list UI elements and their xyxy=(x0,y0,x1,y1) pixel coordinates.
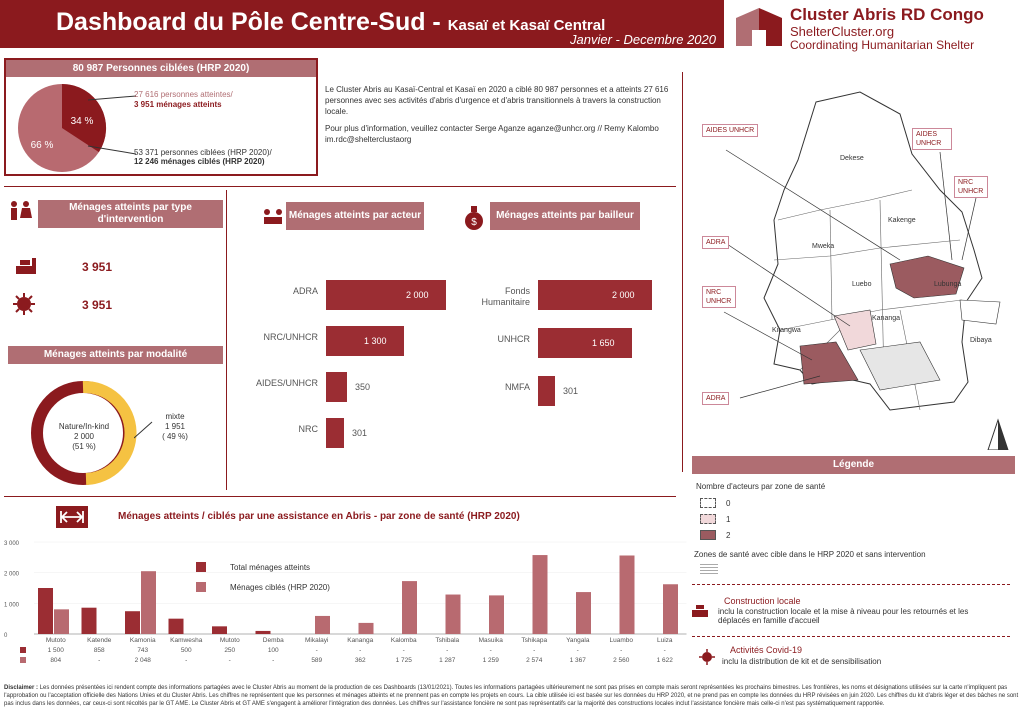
y-tick: 1 000 xyxy=(4,602,20,609)
targeted-value-cell: - xyxy=(272,657,275,664)
donor-header: Ménages atteints par bailleur xyxy=(490,202,640,230)
legend-c2: 2 xyxy=(726,531,731,540)
legend-construction-desc: inclu la construction locale et la mise à niveau pour les retournés et les déplacés en famille d'accueil xyxy=(718,607,969,625)
reached-line2: 3 951 ménages atteints xyxy=(134,100,222,109)
donor-bar xyxy=(538,376,555,406)
bar-reached xyxy=(82,608,97,634)
x-tick-label: Mutoto xyxy=(45,637,66,644)
targeted-value-cell: 1 287 xyxy=(439,657,456,664)
actor-value: 350 xyxy=(355,382,371,392)
pct-reached: 34 % xyxy=(70,116,94,127)
mixte-pct: ( 49 %) xyxy=(162,432,188,441)
reached-value-cell: 858 xyxy=(93,647,105,654)
nature-pct: (51 %) xyxy=(72,442,96,451)
legend-targeted-swatch xyxy=(196,582,206,592)
targeted-value-cell: 1 259 xyxy=(482,657,499,664)
bar-targeted xyxy=(359,623,374,634)
x-tick-label: Mikalayi xyxy=(305,637,329,644)
svg-text:$: $ xyxy=(471,217,477,228)
legend-swatch-0 xyxy=(700,498,716,508)
x-tick-label: Luambo xyxy=(609,637,633,644)
reached-value-cell: 500 xyxy=(180,647,192,654)
nature-label-block xyxy=(46,422,122,452)
x-tick-label: Tshikapa xyxy=(521,637,548,644)
period: Janvier - Decembre 2020 xyxy=(570,32,716,47)
place-dekese: Dekese xyxy=(840,155,864,162)
modality-header: Ménages atteints par modalité xyxy=(8,346,223,364)
reached-value-cell: - xyxy=(533,647,536,654)
intervention-header: Ménages atteints par type d'intervention xyxy=(38,200,223,228)
legend-divider-2 xyxy=(692,636,1010,637)
nature-value: 2 000 xyxy=(73,432,95,441)
donor-label: Fonds Humanitaire xyxy=(481,286,530,307)
actor-value: 1 300 xyxy=(364,336,387,346)
legend-reached-label: Total ménages atteints xyxy=(230,563,311,572)
reached-value-cell: - xyxy=(446,647,449,654)
construction-icon xyxy=(14,256,40,276)
actor-label: ADRA xyxy=(292,286,318,296)
place-mweka: Mweka xyxy=(812,243,835,250)
bar-reached xyxy=(169,619,184,634)
donor-value: 2 000 xyxy=(612,290,635,300)
bar-targeted xyxy=(446,595,461,634)
legend-c1: 1 xyxy=(726,515,731,524)
logo-line2: ShelterCluster.org xyxy=(790,24,895,39)
place-kitangwa: Kitangwa xyxy=(772,327,801,334)
legend-swatch-2 xyxy=(700,530,716,540)
donor-label: UNHCR xyxy=(497,334,530,344)
mixte-label: mixte xyxy=(165,412,185,421)
bar-targeted xyxy=(54,609,69,634)
x-tick-label: Tshibala xyxy=(435,637,460,644)
map-divider xyxy=(682,72,683,472)
targeted-value-cell: - xyxy=(228,657,231,664)
actor-chart xyxy=(236,280,456,460)
bar-targeted xyxy=(402,581,417,634)
map-label-adra-2: ADRA xyxy=(702,392,729,405)
bar-reached xyxy=(125,611,140,634)
disclaimer xyxy=(4,684,1020,708)
reached-line1: 27 616 personnes atteintes/ xyxy=(134,90,233,99)
title-main: Dashboard du Pôle Centre-Sud - xyxy=(56,8,448,36)
x-tick-label: Masuika xyxy=(478,637,503,644)
bar-targeted xyxy=(141,571,156,634)
map-label-adra-1: ADRA xyxy=(702,236,729,249)
legend-actors-title: Nombre d'acteurs par zone de santé xyxy=(696,482,826,491)
mixte-label-block xyxy=(150,412,200,442)
legend-construction-icon xyxy=(690,602,712,618)
reached-value-cell: - xyxy=(489,647,492,654)
donor-bar xyxy=(538,328,632,358)
section-divider-v xyxy=(226,190,227,490)
covid-icon xyxy=(12,292,36,316)
targeted-value-cell: 2 574 xyxy=(526,657,543,664)
place-luebo: Luebo xyxy=(852,281,872,288)
place-kakenge: Kakenge xyxy=(888,217,916,224)
bar-targeted xyxy=(663,584,678,634)
targets-box xyxy=(4,58,318,176)
legend-c0: 0 xyxy=(726,499,731,508)
targeted-line2: 12 246 ménages ciblés (HRP 2020) xyxy=(134,157,265,166)
cluster-logo-icon xyxy=(734,6,784,48)
targeted-value-cell: 1 367 xyxy=(569,657,586,664)
legend-covid-desc: inclu la distribution de kit et de sensibilisation xyxy=(722,657,882,666)
donor-value: 301 xyxy=(563,386,579,396)
construction-value: 3 951 xyxy=(82,260,113,274)
table-key-reached xyxy=(20,647,26,653)
x-tick-label: Kamonia xyxy=(129,637,156,644)
legend-targeted-label: Ménages ciblés (HRP 2020) xyxy=(230,583,330,592)
bar-targeted xyxy=(489,595,504,634)
targeted-line1: 53 371 personnes ciblées (HRP 2020)/ xyxy=(134,148,272,157)
x-tick-label: Kamwesha xyxy=(170,637,203,644)
x-tick-label: Demba xyxy=(262,637,284,644)
reached-value-cell: - xyxy=(315,647,318,654)
intro-text xyxy=(325,84,675,145)
intro-p1: Le Cluster Abris au Kasaï-Central et Kasaï en 2020 a ciblé 80 987 personnes et a atteints 27 616 personnes avec ses activités d'abris d'urgence et d'abris transitionnels à travers la construction locale. xyxy=(325,85,669,116)
targeted-value-cell: 589 xyxy=(311,657,323,664)
donor-label: NMFA xyxy=(504,382,530,392)
x-tick-label: Luiza xyxy=(656,637,673,644)
handshake-icon xyxy=(262,208,284,226)
actor-value: 2 000 xyxy=(406,290,429,300)
targets-header: 80 987 Personnes ciblées (HRP 2020) xyxy=(6,60,316,77)
y-tick: 0 xyxy=(4,633,8,639)
donor-chart xyxy=(456,280,676,420)
logo-line3: Coordinating Humanitarian Shelter xyxy=(790,38,975,52)
page-title xyxy=(56,8,605,37)
zone-chart xyxy=(0,524,690,674)
targeted-value-cell: 1 725 xyxy=(395,657,412,664)
bar-targeted xyxy=(533,555,548,634)
table-key-targeted xyxy=(20,657,26,663)
legend-construction-title: Construction locale xyxy=(724,596,801,606)
targeted-value-cell: 804 xyxy=(50,657,62,664)
bar-reached xyxy=(212,626,227,634)
x-tick-label: Katende xyxy=(87,637,112,644)
actor-bar xyxy=(326,372,347,402)
legend-covid-title: Activités Covid-19 xyxy=(730,645,803,655)
targeted-value-cell: 2 048 xyxy=(134,657,151,664)
actor-value: 301 xyxy=(352,428,368,438)
reached-value-cell: 250 xyxy=(224,647,236,654)
reached-value-cell: - xyxy=(576,647,579,654)
title-sub: Kasaï et Kasaï Central xyxy=(447,17,606,34)
nature-label: Nature/In-kind xyxy=(58,422,110,431)
bar-reached xyxy=(38,588,53,634)
targeted-value-cell: 2 560 xyxy=(613,657,630,664)
y-tick: 2 000 xyxy=(4,571,20,578)
targeted-value-cell: 1 622 xyxy=(656,657,673,664)
disclaimer-label: Disclaimer : xyxy=(4,685,39,691)
x-tick-label: Kananga xyxy=(347,637,374,644)
x-tick-label: Mutoto xyxy=(219,637,240,644)
place-dibaya: Dibaya xyxy=(970,337,992,344)
x-tick-label: Kalomba xyxy=(390,637,417,644)
targeted-value-cell: - xyxy=(98,657,101,664)
zone-chart-header: Ménages atteints / ciblés par une assistance en Abris - par zone de santé (HRP 2020) xyxy=(118,511,520,522)
place-lubunga: Lubunga xyxy=(934,281,962,288)
legend-covid-icon xyxy=(698,648,716,666)
donor-value: 1 650 xyxy=(592,338,615,348)
section-divider-1 xyxy=(4,186,676,187)
map-label-nrc-2: NRC UNHCR xyxy=(702,286,736,308)
section-divider-2 xyxy=(4,496,676,497)
header-banner xyxy=(0,0,724,48)
people-icon xyxy=(6,200,36,224)
map-label-aides-1: AIDES UNHCR xyxy=(702,124,758,137)
targets-connectors xyxy=(86,86,140,156)
bar-targeted xyxy=(315,616,330,634)
place-kananga: Kananga xyxy=(872,315,901,322)
actor-label: NRC xyxy=(298,424,318,434)
legend-swatch-zones xyxy=(700,564,718,574)
pct-other: 66 % xyxy=(30,140,54,151)
actor-header: Ménages atteints par acteur xyxy=(286,202,424,230)
bar-targeted xyxy=(620,555,635,634)
disclaimer-text: Les données présentées ici rendent compte des informations partagées avec le Cluster Abris au moment de la production de ces Dashboards (13/01/2021). Toutes les informations partagées ultérieurement ne sont pas prises en compte mais seront représentées les prochains bimestres. Les frontières, les noms et désignations utilisées sur la carte n'impliquent pas l'approbation ou l'acceptation officielle des Nations Unies et du Cluster Abris. Les chiffres ne représentent que les personnes et ménages atteints et ne prennent pas en compte les projets en cours. La cible utilisée ici est basée sur les données du HRP 2020, et ne prend pas en compte les données du HRP révisées en juin 2020. Les chiffres du kit d'abris léger et des bâches ne sont pas inclus dans les données, car ceux-ci sont récoltés par le GT AME. Le Cluster Abris et GT AME s'engagent à améliorer l'intégration des données. Les chiffres sur l'assistance foncière ne sont pas représentatifs car la majorité des constructions locales inclut l'assistance foncière mais celle-ci n'est pas systématiquement rapportée. xyxy=(4,685,1019,707)
y-tick: 3 000 xyxy=(4,541,20,547)
reached-value-cell: - xyxy=(359,647,362,654)
legend-reached-swatch xyxy=(196,562,206,572)
bar-targeted xyxy=(576,592,591,634)
bar-reached xyxy=(256,631,271,634)
legend-divider-1 xyxy=(692,584,1010,585)
map-label-aides-2: AIDES UNHCR xyxy=(912,128,952,150)
reached-value-cell: 743 xyxy=(137,647,149,654)
mixte-value: 1 951 xyxy=(164,422,186,431)
legend-header: Légende xyxy=(692,456,1015,474)
actor-bar xyxy=(326,418,344,448)
money-bag-icon xyxy=(464,204,484,230)
actor-label: AIDES/UNHCR xyxy=(255,378,318,388)
reached-value-cell: - xyxy=(402,647,405,654)
reached-value-cell: 100 xyxy=(267,647,279,654)
legend-zones-text: Zones de santé avec cible dans le HRP 2020 et sans intervention xyxy=(694,550,926,559)
legend-swatch-1 xyxy=(700,514,716,524)
reached-value-cell: - xyxy=(620,647,623,654)
covid-value: 3 951 xyxy=(82,298,113,312)
actor-label: NRC/UNHCR xyxy=(263,332,318,342)
x-tick-label: Yangala xyxy=(566,637,590,644)
donor-bar xyxy=(538,280,652,310)
intro-p2: Pour plus d'information, veuillez contacter Serge Aganze aganze@unhcr.org // Remy Kalombo im.rdc@shelterclustaorg xyxy=(325,124,659,144)
targeted-value-cell: 362 xyxy=(354,657,366,664)
reached-value-cell: - xyxy=(663,647,666,654)
targeted-value-cell: - xyxy=(185,657,188,664)
reached-value-cell: 1 500 xyxy=(47,647,64,654)
map-label-nrc-1: NRC UNHCR xyxy=(954,176,988,198)
logo-title: Cluster Abris RD Congo xyxy=(790,5,984,24)
